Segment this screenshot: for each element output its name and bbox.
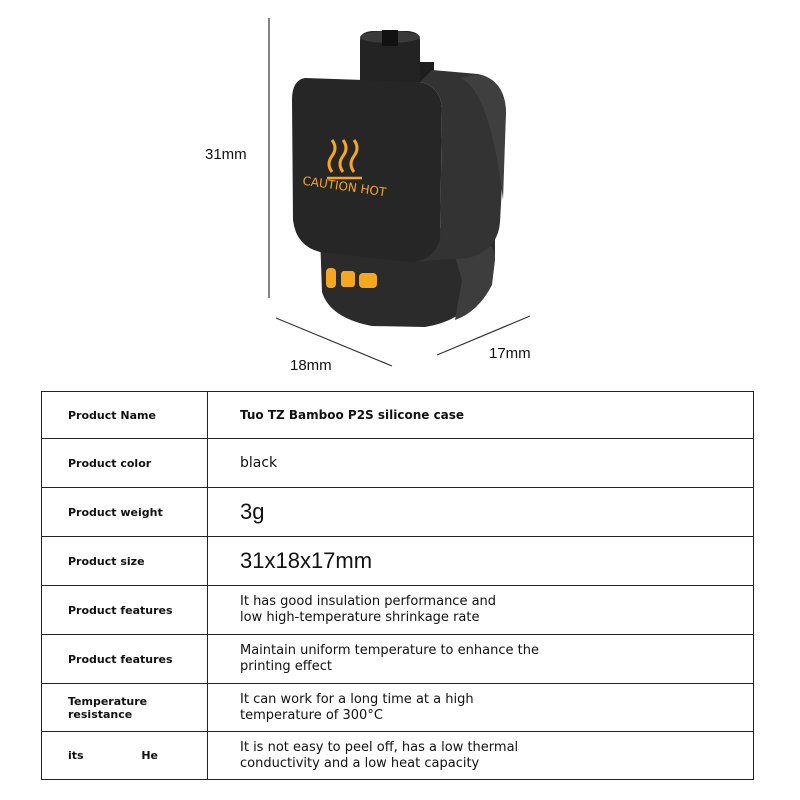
spec-value — [208, 586, 754, 635]
spec-label — [42, 684, 208, 732]
spec-label: Product weight — [42, 488, 208, 537]
spec-label: Product color — [42, 439, 208, 488]
spec-label-part: its — [68, 749, 84, 762]
product-spec-table — [41, 391, 754, 780]
table-row — [42, 635, 754, 684]
table-row — [42, 732, 754, 780]
table-row — [42, 684, 754, 732]
spec-value: 31x18x17mm — [208, 537, 754, 586]
width-dimension-label: 18mm — [290, 357, 332, 374]
table-row — [42, 586, 754, 635]
silicone-case-product — [292, 30, 506, 327]
spec-value-line: printing effect — [240, 659, 332, 674]
spec-value — [208, 732, 754, 780]
spec-value: Tuo TZ Bamboo P2S silicone case — [208, 392, 754, 439]
spec-value-line: low high-temperature shrinkage rate — [240, 610, 480, 625]
spec-label: Product features — [42, 635, 208, 684]
product-illustration — [0, 0, 800, 385]
spec-value: black — [208, 439, 754, 488]
spec-value — [208, 635, 754, 684]
depth-dimension-label: 17mm — [489, 345, 531, 362]
height-dimension-label: 31mm — [205, 146, 247, 163]
spec-label-line: resistance — [68, 707, 133, 721]
spec-label: Product Name — [42, 392, 208, 439]
table-row — [42, 488, 754, 537]
table-row — [42, 439, 754, 488]
spec-label — [42, 732, 208, 780]
spec-value-line: temperature of 300°C — [240, 707, 383, 723]
spec-value-line: It is not easy to peel off, has a low thermal — [240, 739, 519, 755]
spec-label: Product size — [42, 537, 208, 586]
spec-value-line: It can work for a long time at a high — [240, 691, 474, 707]
spec-label: Product features — [42, 586, 208, 635]
spec-value-line: Maintain uniform temperature to enhance the — [240, 643, 539, 658]
spec-value: 3g — [208, 488, 754, 537]
spec-value-line: It has good insulation performance and — [240, 594, 497, 609]
table-row — [42, 392, 754, 439]
spec-value — [208, 684, 754, 732]
spec-value-line: conductivity and a low heat capacity — [240, 755, 480, 771]
spec-label-part: He — [141, 749, 158, 762]
caution-hot-label: CAUTION HOT — [301, 173, 388, 200]
table-row — [42, 537, 754, 586]
product-figure — [0, 0, 800, 385]
spec-label-line: Temperature — [68, 694, 148, 708]
